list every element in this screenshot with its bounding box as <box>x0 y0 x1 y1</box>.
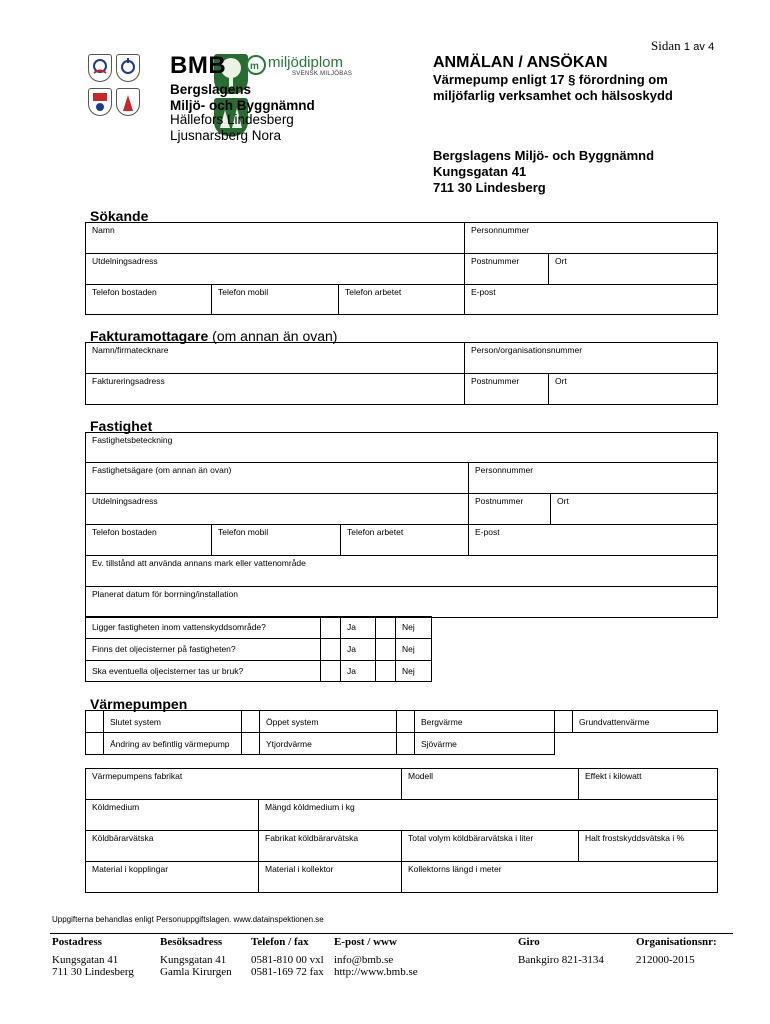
crest-lindesberg-icon <box>116 54 140 82</box>
fastighet-questions-table <box>85 616 432 682</box>
varmepump-type-table <box>85 710 718 755</box>
label: Ort <box>555 376 567 386</box>
footer-organisationsnr <box>636 936 717 966</box>
label: Telefon mobil <box>218 287 269 297</box>
checkbox-vattenskydd-ja[interactable] <box>321 617 341 639</box>
field-kollektor-langd[interactable] <box>402 862 718 893</box>
label-nej: Nej <box>396 617 432 639</box>
varmepump-details-table <box>85 768 718 893</box>
label: Ev. tillstånd att använda annans mark eller vattenområde <box>92 558 306 568</box>
label: Ort <box>557 496 569 506</box>
label: Modell <box>408 771 434 781</box>
label: Fabrikat köldbärarvätska <box>265 833 359 843</box>
label: Kollektorns längd i meter <box>408 864 502 874</box>
field-fastighet-telefon-bostaden[interactable] <box>86 525 212 556</box>
bmb-logo: BMB <box>170 52 227 79</box>
recipient-address <box>433 148 654 196</box>
label: Finns det oljecisterner på fastigheten? <box>92 644 236 654</box>
label: Postnummer <box>471 376 520 386</box>
faktura-heading: Fakturamottagare <box>90 328 209 344</box>
crest-nora-icon <box>116 88 140 116</box>
footer-besok-heading: Besöksadress <box>160 936 223 948</box>
field-mangd-koldmedium[interactable] <box>259 800 718 831</box>
label-ja: Ja <box>341 639 376 661</box>
section-heading-fastighet: Fastighet <box>90 418 153 434</box>
privacy-note: Uppgifterna behandlas enligt Personuppgiftslagen. www.datainspektionen.se <box>52 915 324 924</box>
label: Total volym köldbärarvätska i liter <box>408 833 534 843</box>
label: Telefon arbetet <box>347 527 404 537</box>
label: Material i kopplingar <box>92 864 169 874</box>
label: Fastighetsbeteckning <box>92 435 173 445</box>
label-ja: Ja <box>341 617 376 639</box>
miljodiplom-logo-icon <box>245 54 267 81</box>
field-sokande-telefon-bostaden[interactable] <box>86 285 212 315</box>
field-modell[interactable] <box>402 769 579 800</box>
field-material-kollektor[interactable] <box>259 862 402 893</box>
recipient-line3: 711 30 Lindesberg <box>433 180 546 195</box>
checkbox-vattenskydd-nej[interactable] <box>376 617 396 639</box>
field-sokande-personnummer[interactable] <box>465 223 718 254</box>
field-fabrikat-koldbararvatska[interactable] <box>259 831 402 862</box>
faktura-heading-note: (om annan än ovan) <box>212 328 338 344</box>
page-of: av <box>693 41 705 53</box>
label: Värmepumpens fabrikat <box>92 771 183 781</box>
field-faktura-adress[interactable] <box>86 374 465 405</box>
page-total: 4 <box>708 41 715 53</box>
label: Ort <box>555 256 567 266</box>
checkbox-ytjordvarme[interactable] <box>242 733 260 755</box>
crest-ljusnarsberg-icon <box>88 88 112 116</box>
field-koldbararvatska[interactable] <box>86 831 259 862</box>
checkbox-tas-ur-bruk-nej[interactable] <box>376 661 396 682</box>
field-sokande-epost[interactable] <box>465 285 718 315</box>
label-andring-varmepump: Ändring av befintlig värmepump <box>104 733 242 755</box>
field-fastighet-agare[interactable] <box>86 463 469 494</box>
checkbox-andring-varmepump[interactable] <box>86 733 104 755</box>
label-nej: Nej <box>396 661 432 682</box>
field-sokande-utdelningsadress[interactable] <box>86 254 465 285</box>
label-grundvattenvarme: Grundvattenvärme <box>573 711 718 733</box>
label: Namn/firmatecknare <box>92 345 169 355</box>
footer-epost-heading: E-post / www <box>334 936 397 948</box>
label-bergvarme: Bergvärme <box>415 711 555 733</box>
empty-cell <box>573 733 718 755</box>
page-current: 1 <box>683 41 690 53</box>
label: Personnummer <box>471 225 530 235</box>
footer-telefon <box>251 936 324 978</box>
label: Utdelningsadress <box>92 496 158 506</box>
label: Ska eventuella oljecisterner tas ur bruk? <box>92 666 244 676</box>
label: Telefon bostaden <box>92 527 157 537</box>
field-faktura-ort[interactable] <box>549 374 718 405</box>
footer-web-link[interactable]: http://www.bmb.se <box>334 966 418 978</box>
svg-text:m: m <box>250 61 259 72</box>
footer-giro-line1: Bankgiro 821-3134 <box>518 954 604 966</box>
field-halt-frostskydd[interactable] <box>579 831 718 862</box>
recipient-line1: Bergslagens Miljö- och Byggnämnd <box>433 148 655 163</box>
label: Planerat datum för borrning/installation <box>92 589 238 599</box>
label: Ligger fastigheten inom vattenskyddsområde? <box>92 622 266 632</box>
label: E-post <box>471 287 496 297</box>
field-faktura-postnummer[interactable] <box>465 374 549 405</box>
question-vattenskydd <box>86 617 321 639</box>
label: Material i kollektor <box>265 864 334 874</box>
field-fastighet-utdelningsadress[interactable] <box>86 494 469 525</box>
field-fastighet-beteckning[interactable] <box>86 433 718 463</box>
footer-tel-line1: 0581-810 00 vxl <box>251 954 324 966</box>
org-line2: Miljö- och Byggnämnd <box>170 98 315 113</box>
form-subtitle <box>433 72 673 104</box>
checkbox-bergvarme[interactable] <box>397 711 415 733</box>
field-sokande-ort[interactable] <box>549 254 718 285</box>
sokande-table <box>85 222 718 315</box>
subtitle-line2: miljöfarlig verksamhet och hälsoskydd <box>433 88 673 103</box>
label: Köldmedium <box>92 802 140 812</box>
footer-postadress-heading: Postadress <box>52 936 102 948</box>
label: Telefon bostaden <box>92 287 157 297</box>
footer-postadress <box>52 936 134 978</box>
label: Mängd köldmedium i kg <box>265 802 355 812</box>
footer-org-line1: 212000-2015 <box>636 954 695 966</box>
section-heading-sokande: Sökande <box>90 208 149 224</box>
question-oljecisterner <box>86 639 321 661</box>
field-faktura-namn[interactable] <box>86 343 465 374</box>
question-tas-ur-bruk <box>86 661 321 682</box>
checkbox-sjovarme[interactable] <box>397 733 415 755</box>
field-sokande-telefon-arbetet[interactable] <box>339 285 465 315</box>
label: Postnummer <box>475 496 524 506</box>
footer-postadress-line1: Kungsgatan 41 <box>52 954 119 966</box>
section-heading-varmepump: Värmepumpen <box>90 696 188 712</box>
label: Faktureringsadress <box>92 376 165 386</box>
checkbox-oppet-system[interactable] <box>242 711 260 733</box>
field-fastighet-planerat[interactable] <box>86 587 718 618</box>
label: Telefon arbetet <box>345 287 402 297</box>
label: Telefon mobil <box>218 527 269 537</box>
footer-tel-heading: Telefon / fax <box>251 936 309 948</box>
faktura-table <box>85 342 718 405</box>
label-oppet-system: Öppet system <box>260 711 397 733</box>
label: Effekt i kilowatt <box>585 771 642 781</box>
footer-postadress-line2: 711 30 Lindesberg <box>52 966 134 978</box>
footer-besok-line1: Kungsgatan 41 <box>160 954 227 966</box>
miljodiplom-text: miljödiplom <box>268 54 344 71</box>
subtitle-line1: Värmepump enligt 17 § förordning om <box>433 72 668 87</box>
label-slutet-system: Slutet system <box>104 711 242 733</box>
field-fastighet-telefon-mobil[interactable] <box>212 525 341 556</box>
field-fastighet-telefon-arbetet[interactable] <box>341 525 469 556</box>
footer-org-heading: Organisationsnr: <box>636 936 717 948</box>
field-fastighet-tillstand[interactable] <box>86 556 718 587</box>
label-ytjordvarme: Ytjordvärme <box>260 733 397 755</box>
crest-hallefors-icon <box>88 54 112 82</box>
label: Postnummer <box>471 256 520 266</box>
field-sokande-telefon-mobil[interactable] <box>212 285 339 315</box>
label-sjovarme: Sjövärme <box>415 733 555 755</box>
label: Personnummer <box>475 465 534 475</box>
checkbox-oljecisterner-nej[interactable] <box>376 639 396 661</box>
miljodiplom-subtext: SVENSK MILJÖBAS <box>292 71 353 77</box>
field-fastighet-postnummer[interactable] <box>469 494 551 525</box>
field-sokande-postnummer[interactable] <box>465 254 549 285</box>
organisation-name <box>170 82 315 114</box>
field-koldmedium[interactable] <box>86 800 259 831</box>
label: Namn <box>92 225 115 235</box>
footer-email-link[interactable]: info@bmb.se <box>334 954 394 966</box>
label: Fastighetsägare (om annan än ovan) <box>92 465 232 475</box>
footer-giro <box>518 936 604 966</box>
checkbox-grundvattenvarme[interactable] <box>555 711 573 733</box>
page-number <box>651 38 714 54</box>
checkbox-oljecisterner-ja[interactable] <box>321 639 341 661</box>
label-ja: Ja <box>341 661 376 682</box>
label-nej: Nej <box>396 639 432 661</box>
field-sokande-namn[interactable] <box>86 223 465 254</box>
label: Halt frostskyddsvätska i % <box>585 833 685 843</box>
form-title: ANMÄLAN / ANSÖKAN <box>433 54 608 71</box>
checkbox-tas-ur-bruk-ja[interactable] <box>321 661 341 682</box>
footer-tel-line2: 0581-169 72 fax <box>251 966 324 978</box>
checkbox-slutet-system[interactable] <box>86 711 104 733</box>
footer-epost <box>334 936 418 978</box>
field-faktura-personorg[interactable] <box>465 343 718 374</box>
field-fastighet-personnummer[interactable] <box>469 463 718 494</box>
footer-besoksadress <box>160 936 232 978</box>
org-line1: Bergslagens <box>170 82 252 97</box>
page-label: Sidan <box>651 38 681 53</box>
empty-cell <box>555 733 573 755</box>
recipient-line2: Kungsgatan 41 <box>433 164 527 179</box>
label: Utdelningsadress <box>92 256 158 266</box>
field-effekt[interactable] <box>579 769 718 800</box>
label: Köldbärarvätska <box>92 833 154 843</box>
field-total-volym[interactable] <box>402 831 579 862</box>
label: Person/organisationsnummer <box>471 345 583 355</box>
municipalities <box>170 112 294 144</box>
fastighet-table <box>85 432 718 618</box>
footer-divider <box>50 933 733 934</box>
label: E-post <box>475 527 500 537</box>
municipalities-line2: Ljusnarsberg Nora <box>170 128 282 143</box>
field-fastighet-epost[interactable] <box>469 525 718 556</box>
field-fastighet-ort[interactable] <box>551 494 718 525</box>
municipalities-line1: Hällefors Lindesberg <box>170 112 294 127</box>
field-fabrikat[interactable] <box>86 769 402 800</box>
footer-besok-line2: Gamla Kirurgen <box>160 966 232 978</box>
footer-giro-heading: Giro <box>518 936 540 948</box>
field-material-kopplingar[interactable] <box>86 862 259 893</box>
